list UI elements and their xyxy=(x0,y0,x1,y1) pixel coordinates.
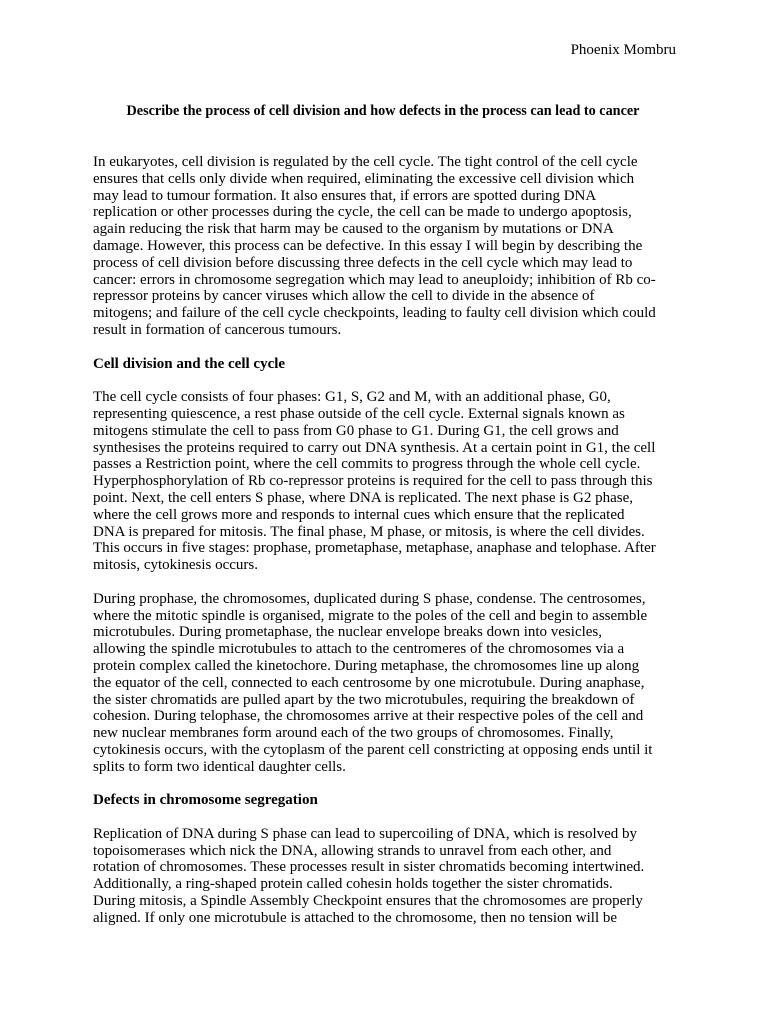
section-heading xyxy=(93,356,676,373)
text-line: microtubules. During prometaphase, the nuclear envelope breaks down into vesicles, xyxy=(93,624,603,641)
text-line: damage. However, this process can be defective. In this essay I will begin by describing the xyxy=(93,237,643,254)
text-line: Hyperphosphorylation of Rb co-repressor proteins is required for the cell to pass through this xyxy=(93,473,653,490)
text-line: cytokinesis occurs, with the cytoplasm of the parent cell constricting at opposing ends until it xyxy=(93,741,653,758)
text-line: splits to form two identical daughter cells. xyxy=(93,758,346,775)
text-line: may lead to tumour formation. It also ensures that, if errors are spotted during DNA xyxy=(93,187,597,204)
text-line: During mitosis, a Spindle Assembly Checkpoint ensures that the chromosomes are properly xyxy=(93,893,643,910)
text-line: protein complex called the kinetochore. During metaphase, the chromosomes line up along xyxy=(93,657,640,674)
text-line: where the mitotic spindle is organised, migrate to the poles of the cell and begin to assemble xyxy=(93,607,648,624)
text-line: During prophase, the chromosomes, duplicated during S phase, condense. The centrosomes, xyxy=(93,590,646,607)
essay-title: Describe the process of cell division and how defects in the process can lead to cancer xyxy=(126,103,640,119)
text-line: representing quiescence, a rest phase outside of the cell cycle. External signals known as xyxy=(93,405,625,422)
text-line: again reducing the risk that harm may be caused to the organism by mutations or DNA xyxy=(93,221,614,238)
text-line: where the cell grows more and responds to internal cues which ensure that the replicated xyxy=(93,506,625,523)
text-line: Defects in chromosome segregation xyxy=(93,792,318,809)
text-line: new nuclear membranes form around each of the two groups of chromosomes. Finally, xyxy=(93,725,614,742)
text-line: synthesises the proteins required to carry out DNA synthesis. At a certain point in G1, the cell xyxy=(93,439,656,456)
text-line: passes a Restriction point, where the cell commits to progress through the whole cell cycle. xyxy=(93,456,641,473)
text-line: In eukaryotes, cell division is regulated by the cell cycle. The tight control of the cell cycle xyxy=(93,154,638,170)
text-line: Additionally, a ring-shaped protein called cohesin holds together the sister chromatids. xyxy=(93,876,613,893)
essay-body xyxy=(93,154,676,943)
text-line: topoisomerases which nick the DNA, allowing strands to unravel from each other, and xyxy=(93,842,612,859)
text-line: the equator of the cell, connected to each centrosome by one microtubule. During anaphase, xyxy=(93,674,645,691)
text-line: DNA is prepared for mitosis. The final phase, M phase, or mitosis, is where the cell divides. xyxy=(93,523,645,540)
text-line: mitosis, cytokinesis occurs. xyxy=(93,557,258,574)
text-line: rotation of chromosomes. These processes result in sister chromatids becoming intertwined. xyxy=(93,859,645,876)
text-line: point. Next, the cell enters S phase, where DNA is replicated. The next phase is G2 phase, xyxy=(93,489,633,506)
body-paragraph xyxy=(93,826,676,927)
body-paragraph xyxy=(93,154,676,339)
text-line: replication or other processes during the cycle, the cell can be made to undergo apoptosis, xyxy=(93,204,632,221)
text-line: cohesion. During telophase, the chromosomes arrive at their respective poles of the cell and xyxy=(93,708,644,725)
body-paragraph xyxy=(93,389,676,574)
author-name: Phoenix Mombru xyxy=(570,42,676,58)
text-line: The cell cycle consists of four phases: G1, S, G2 and M, with an additional phase, G0, xyxy=(93,389,611,406)
text-line: the sister chromatids are pulled apart by the two microtubules, requiring the breakdown of xyxy=(93,691,635,708)
text-line: mitogens stimulate the cell to pass from G0 phase to G1. During G1, the cell grows and xyxy=(93,422,619,439)
text-line: ensures that cells only divide when required, eliminating the excessive cell division which xyxy=(93,170,635,187)
text-line: allowing the spindle microtubules to attach to the centromeres of the chromosomes via a xyxy=(93,641,625,658)
text-line: mitogens; and failure of the cell cycle checkpoints, leading to faulty cell division which could xyxy=(93,305,656,322)
text-line: cancer: errors in chromosome segregation which may lead to aneuploidy; inhibition of Rb co- xyxy=(93,271,656,288)
text-line: Replication of DNA during S phase can lead to supercoiling of DNA, which is resolved by xyxy=(93,825,638,842)
section-heading xyxy=(93,792,676,809)
text-line: aligned. If only one microtubule is attached to the chromosome, then no tension will be xyxy=(93,909,618,926)
text-line: result in formation of cancerous tumours. xyxy=(93,321,342,338)
text-line: Cell division and the cell cycle xyxy=(93,355,286,372)
text-line: process of cell division before discussing three defects in the cell cycle which may lead to xyxy=(93,254,633,271)
text-line: repressor proteins by cancer viruses which allow the cell to divide in the absence of xyxy=(93,288,595,305)
body-paragraph xyxy=(93,591,676,776)
text-line: This occurs in five stages: prophase, prometaphase, metaphase, anaphase and telophase. After xyxy=(93,540,656,557)
